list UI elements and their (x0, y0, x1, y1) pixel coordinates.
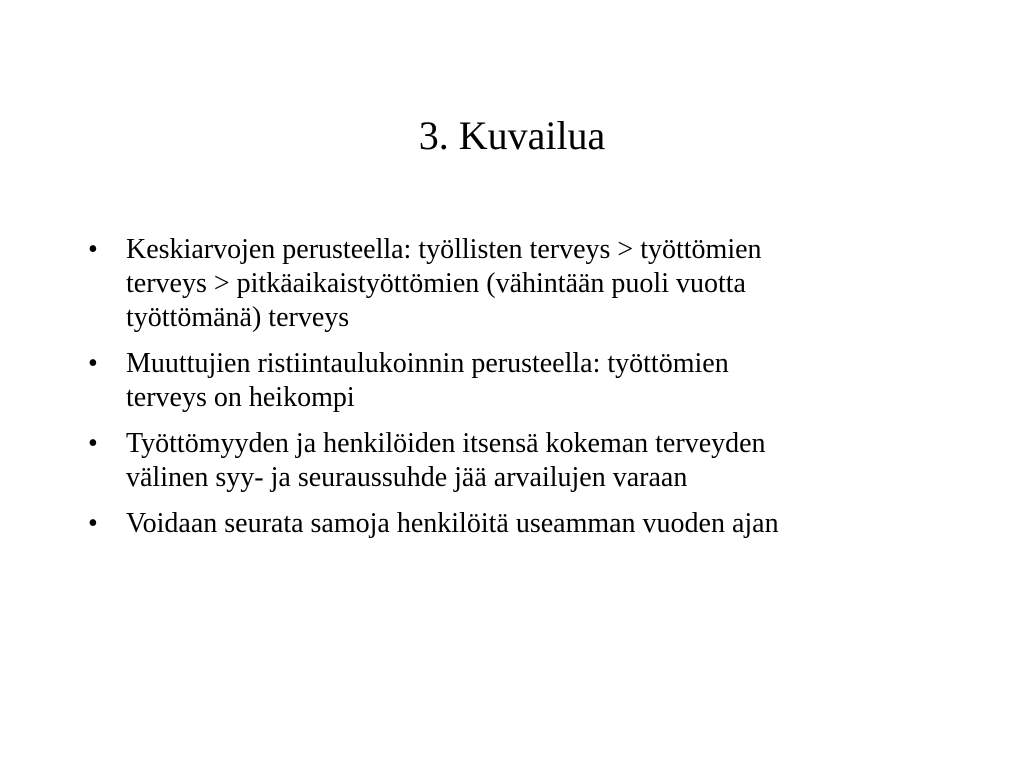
bullet-list (88, 233, 948, 553)
bullet-line: Keskiarvojen perusteella: työllisten terveys > työttömien (126, 234, 762, 265)
bullet-icon: • (88, 508, 98, 539)
bullet-line: terveys > pitkäaikaistyöttömien (vähintään puoli vuotta (126, 268, 746, 299)
bullet-item-2 (88, 347, 948, 415)
bullet-icon: • (88, 348, 98, 379)
bullet-line: välinen syy- ja seuraussuhde jää arvailujen varaan (126, 462, 688, 493)
bullet-item-4 (88, 507, 948, 541)
bullet-item-1 (88, 233, 948, 335)
bullet-icon: • (88, 234, 98, 265)
bullet-line: Työttömyyden ja henkilöiden itsensä kokeman terveyden (126, 428, 766, 459)
bullet-icon: • (88, 428, 98, 459)
bullet-line: Voidaan seurata samoja henkilöitä useamman vuoden ajan (126, 508, 779, 539)
bullet-line: Muuttujien ristiintaulukoinnin perusteella: työttömien (126, 348, 729, 379)
slide-title: 3. Kuvailua (418, 113, 606, 158)
bullet-item-3 (88, 427, 948, 495)
bullet-line: terveys on heikompi (126, 382, 355, 413)
bullet-line: työttömänä) terveys (126, 302, 350, 333)
